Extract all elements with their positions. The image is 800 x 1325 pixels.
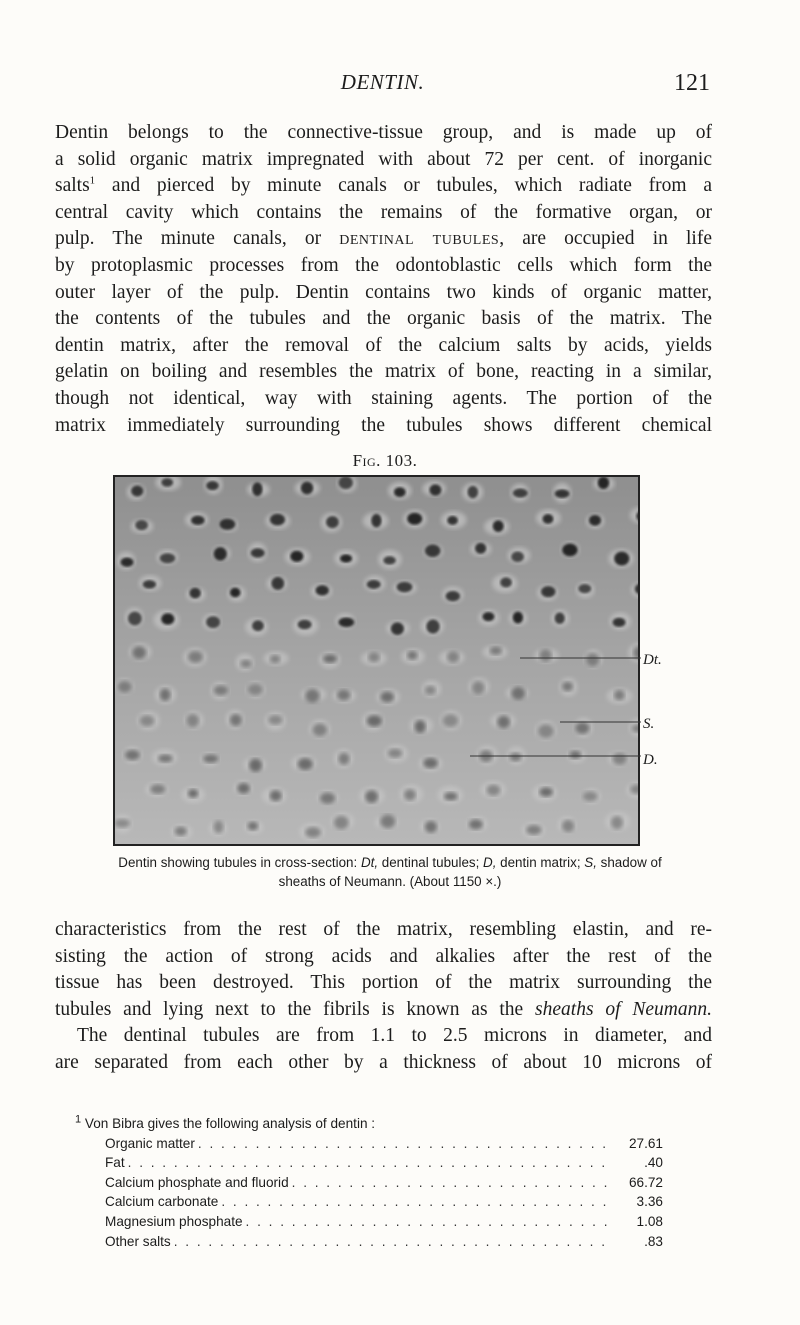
tubule-core [206,481,219,490]
paragraph-1 [55,120,712,439]
tubule-core [237,783,250,794]
tubule-core [391,622,404,635]
tubule-core [394,487,406,497]
footnote-ref[interactable]: 1 [89,174,96,187]
tubule-core [429,484,441,495]
tubule-core [158,754,173,762]
tubule-core [248,683,263,695]
tubule-core [539,787,553,796]
table-row: Calcium phosphate and fluorid . . . 66.72 [105,1173,663,1193]
text-line: salts$^1$ and pierced by minute canals or tubules, which radiate from a [55,174,712,197]
tubule-core [160,688,171,701]
table-row: Magnesium phosphate . . . 1.08 [105,1212,663,1232]
tubule-core [383,556,395,564]
tubule-core [367,715,382,727]
tubule-core [446,591,460,601]
footnote-intro: $^1$ Von Bibra gives the following analysis of dentin : [75,1113,376,1131]
tubule-core [425,821,437,833]
tubule-core [538,724,554,738]
tubule-core [497,716,510,729]
tubule-core [613,753,627,765]
tubule-core [323,654,337,663]
text-line: though not identical, way with staining agents. The portion of the [55,387,712,409]
tubule-core [380,691,394,702]
tubule-core [397,582,413,592]
tubule-core [426,620,439,634]
tubule-core [583,791,598,801]
tubule-core [511,552,524,562]
tubule-core [249,759,262,772]
tubule-core [214,547,227,560]
tubule-core [526,825,541,835]
text-line: central cavity which contains the remains of the formative organ, or [55,201,712,223]
tubule-core [586,653,600,667]
text-line: Dentin belongs to the connective-tissue group, and is made up of [55,122,712,143]
tubule-core [270,655,281,663]
tubule-core [298,758,313,770]
tubule-core [252,620,264,631]
tubule-core [251,548,265,557]
tubule-core [175,827,187,836]
table-row: Organic matter . . . 27.61 [105,1134,663,1154]
tubule-core [190,588,201,599]
tubule-core [188,789,198,798]
tubule-core [203,754,218,763]
tubule-core [219,519,235,530]
tubule-core [117,681,131,693]
tubule-core [213,820,223,833]
tubule-core [469,819,483,829]
running-header [55,70,710,96]
tubule-core [320,792,336,803]
tubule-core [368,652,380,662]
tubule-core [186,714,199,727]
label-dt: Dt. [643,652,662,668]
tubule-core [214,685,229,695]
tubule-core [140,715,155,726]
tubule-core [388,749,402,758]
tubule-core [513,612,523,624]
tubule-core [468,486,478,498]
tubule-core [447,516,458,525]
tubule-core [143,580,156,589]
tubule-core [614,690,625,701]
table-row: Other salts . . . .83 [105,1232,663,1252]
table-row: Fat . . . .40 [105,1153,663,1173]
text-line: dentin matrix, after the removal of the calcium salts by acids, yields [55,334,712,356]
tubule-core [121,558,134,567]
tubule-core [513,488,528,497]
text-line: characteristics from the rest of the matrix, resembling elastin, and re- [55,919,712,940]
text-line: tissue has been destroyed. This portion of the matrix surrounding the [55,972,712,994]
tubule-core [340,554,352,562]
tubule-core [490,647,502,655]
tubule-core [380,815,395,829]
tubule-core [611,816,623,829]
tubule-core [290,551,303,562]
tubule-core [479,750,492,762]
tubule-core [312,723,327,736]
tubule-core [555,489,570,498]
footnote [75,1113,663,1251]
micrograph-image [115,477,638,844]
tubule-core [135,520,148,530]
figure-label: Fig. 103. [352,451,418,470]
table-row: Calcium carbonate . . . 3.36 [105,1192,663,1212]
text-line: a solid organic matrix impregnated with about 72 per cent. of inorganic [55,148,712,170]
running-title: DENTIN. [340,70,425,94]
tubule-core [425,544,441,557]
analysis-table [105,1134,663,1252]
footnote-marker: 1 [75,1113,82,1126]
tubule-core [511,687,525,700]
tubule-core [589,515,601,526]
tubule-core [150,784,165,794]
tubule-core [510,753,522,762]
tubule-core [240,660,251,668]
tubule-core [443,714,459,727]
tubule-core [500,577,512,587]
tubule-core [131,485,143,496]
tubule-core [128,612,142,626]
tubule-core [161,613,174,624]
figure-caption: Dentin showing tubules in cross-section: Dt, dentinal tubules; D, dentin matrix; S, shadow of sheaths of Neumann. (About 1150 ×.) [118,855,662,889]
text-line: matrix immediately surrounding the tubules shows different chemical [55,414,712,436]
tubule-core [475,543,486,554]
tubule-core [407,651,417,660]
tubule-core [541,586,555,597]
tubule-core [487,785,501,796]
label-s: S. [643,716,655,732]
tubule-core [493,520,504,532]
tubule-core [298,620,312,629]
tubule-core [230,714,242,726]
tubule-core [268,715,282,725]
tubule-core [575,722,589,734]
tubule-core [562,820,574,832]
tubule-core [247,822,258,831]
tubule-core [444,792,458,800]
tubule-core [132,646,146,659]
tubule-core [562,682,573,692]
tubule-core [160,553,175,563]
tubule-core [570,751,582,759]
tubule-core [562,543,577,556]
tubule-core [404,789,416,801]
tubule-core [415,720,426,733]
tubule-core [337,690,350,701]
tubule-core [367,580,381,589]
tubule-core [482,612,494,621]
text-line: pulp. The minute canals, or dentinal tubules, are occupied in life [55,228,713,250]
text-line: sisting the action of strong acids and alkalies after the rest of the [55,945,712,967]
micrograph-figure [113,475,640,846]
tubule-core [191,516,205,525]
tubule-core [270,790,282,801]
tubule-core [472,681,485,695]
tubule-core [425,686,436,695]
tubule-core [555,613,565,624]
text-line: are separated from each other by a thickness of about 10 microns of [55,1051,712,1073]
tubule-core [326,516,339,528]
tubule-core [371,514,381,528]
tubule-core [407,513,422,525]
tubule-core [125,750,140,760]
tubule-core [447,651,459,663]
tubule-core [539,649,551,662]
text-line: the contents of the tubules and the organic basis of the matrix. The [55,308,712,330]
text-line: outer layer of the pulp. Dentin contains two kinds of organic matter, [55,281,712,303]
tubule-core [188,651,203,663]
text-line: tubules and lying next to the fibrils is known as the sheaths of Neumann. [55,998,712,1020]
tubule-core [339,617,355,627]
tubule-core [206,616,220,628]
text-line: by protoplasmic processes from the odontoblastic cells which form the [55,254,712,276]
label-d: D. [643,752,658,768]
page-number: 121 [674,70,710,96]
tubule-core [271,577,284,590]
tubule-core [613,618,626,627]
text-line: The dentinal tubules are from 1.1 to 2.5 microns in diameter, and [77,1025,712,1047]
tubule-core [334,816,349,830]
term-sheaths-of-neumann: sheaths of Neumann. [535,998,712,1020]
tubule-core [578,584,591,593]
tubule-core [301,482,313,495]
tubule-core [305,689,319,703]
tubule-core [230,588,241,598]
text-line: gelatin on boiling and resembles the matrix of bone, reacting in a similar, [55,361,712,383]
term-dentinal-tubules: dentinal tubules [339,228,500,250]
tubule-core [338,753,349,765]
tubule-core [614,552,629,566]
tubule-core [543,514,554,524]
tubule-core [252,482,262,496]
tubule-core [270,514,285,526]
tubule-core [423,758,438,769]
tubule-core [115,819,130,828]
tubule-core [305,827,321,838]
paragraph-2 [55,917,712,1077]
tubule-core [161,478,173,487]
tubule-core [316,585,329,595]
tubule-core [598,477,609,489]
tubule-core [365,790,378,803]
